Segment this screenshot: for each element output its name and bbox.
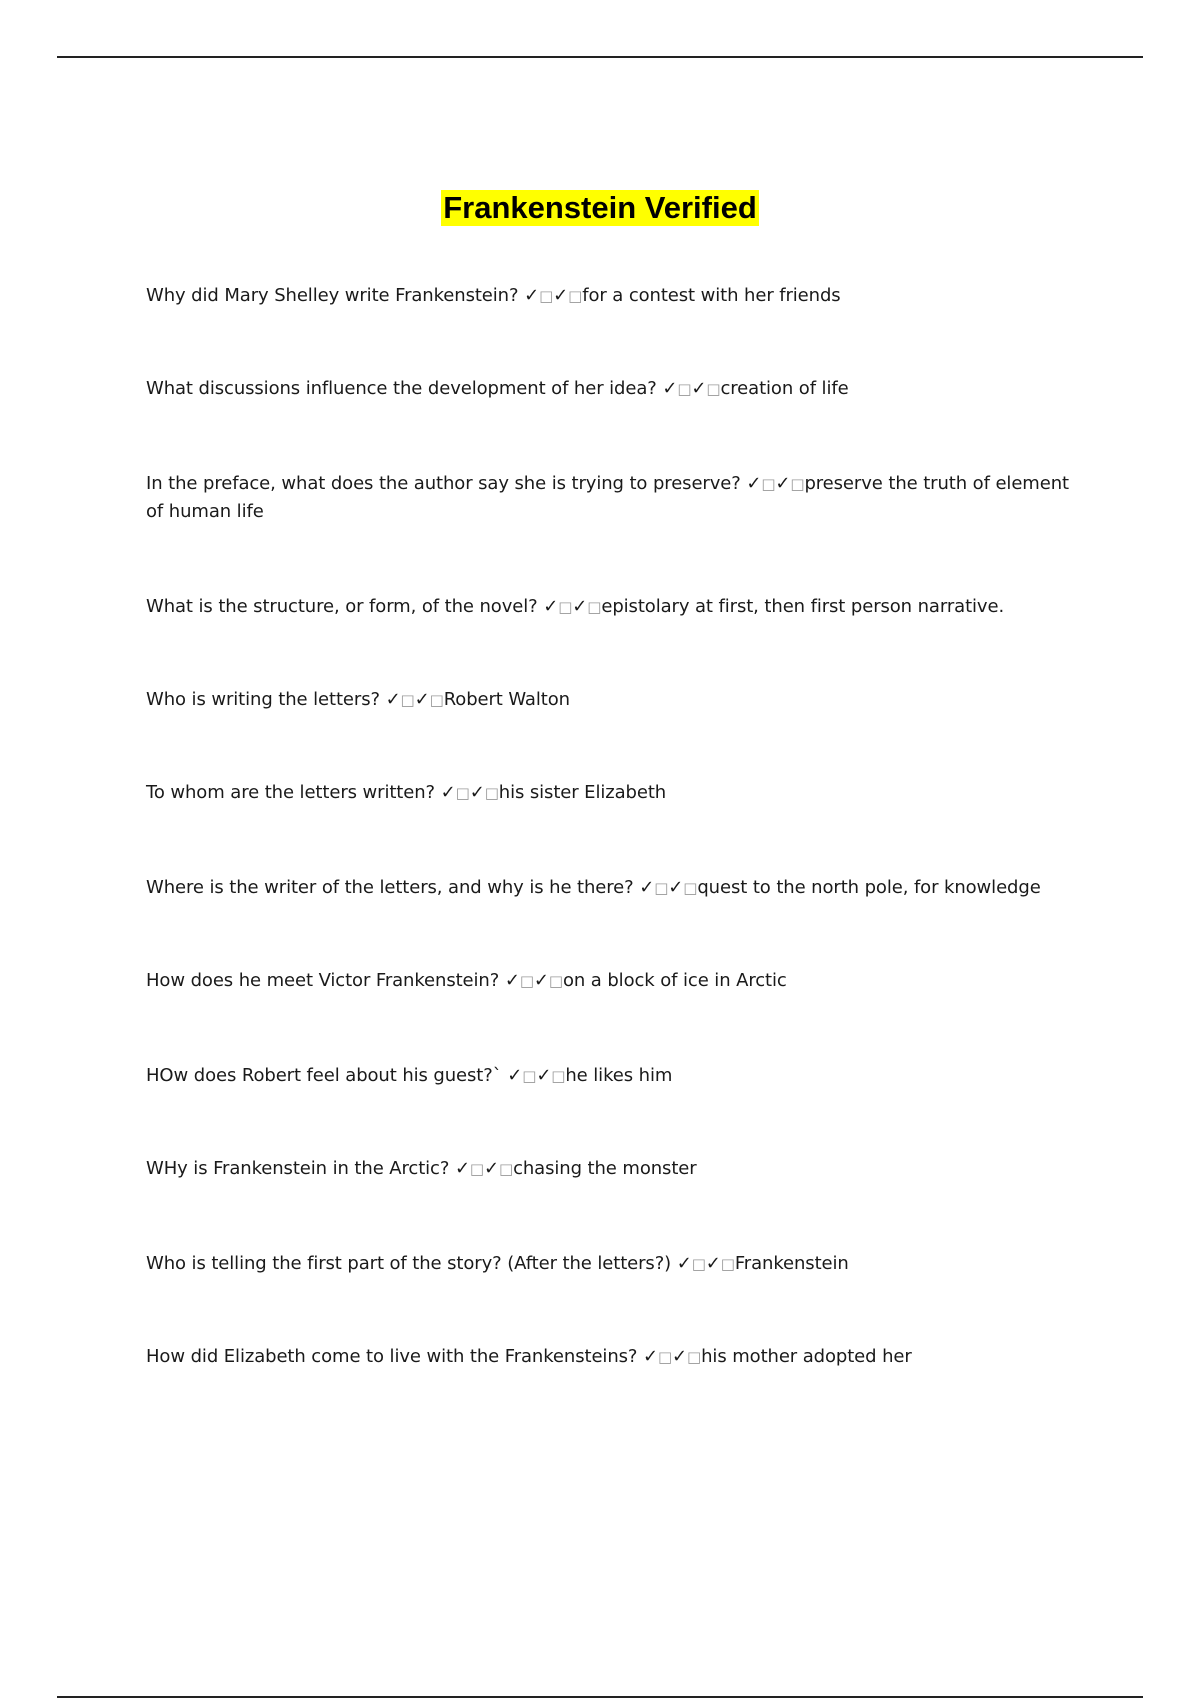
question-text: Who is telling the first part of the story? (After the letters?)	[146, 1253, 672, 1274]
check-icon: ✓	[454, 1158, 470, 1179]
qa-item	[146, 1062, 1086, 1090]
question-text: What discussions influence the development of her idea?	[146, 378, 657, 399]
box-icon: □	[551, 1067, 566, 1085]
qa-item	[146, 686, 1086, 714]
box-icon: □	[539, 287, 554, 305]
question-text: Why did Mary Shelley write Frankenstein?	[146, 285, 519, 306]
question-text: What is the structure, or form, of the novel?	[146, 596, 538, 617]
qa-item	[146, 1250, 1086, 1278]
box-icon: □	[683, 879, 698, 897]
question-text: How did Elizabeth come to live with the Frankensteins?	[146, 1346, 638, 1367]
answer-text: for a contest with her friends	[582, 285, 841, 306]
check-icon: ✓	[414, 689, 430, 710]
box-icon: □	[484, 784, 499, 802]
bottom-rule	[57, 1696, 1143, 1698]
box-icon: □	[498, 1160, 514, 1178]
box-icon: □	[548, 972, 563, 990]
question-text: WHy is Frankenstein in the Arctic?	[146, 1158, 450, 1179]
answer-text: creation of life	[720, 378, 849, 399]
answer-text: Robert Walton	[443, 689, 570, 710]
box-icon: □	[522, 1067, 537, 1085]
check-icon: ✓	[775, 473, 791, 494]
check-icon: ✓	[668, 877, 684, 898]
check-icon: ✓	[676, 1253, 692, 1274]
check-icon: ✓	[662, 378, 678, 399]
check-icon: ✓	[536, 1065, 552, 1086]
question-text: To whom are the letters written?	[146, 782, 436, 803]
box-icon: □	[519, 972, 534, 990]
check-icon: ✓	[524, 285, 540, 306]
answer-text: chasing the monster	[513, 1158, 697, 1179]
title-wrap	[0, 190, 1200, 226]
answer-text: he likes him	[565, 1065, 673, 1086]
box-icon: □	[761, 475, 776, 493]
check-icon: ✓	[469, 782, 485, 803]
qa-item	[146, 874, 1086, 902]
box-icon: □	[469, 1160, 484, 1178]
question-text: HOw does Robert feel about his guest?`	[146, 1065, 502, 1086]
check-icon: ✓	[533, 970, 549, 991]
box-icon: □	[455, 784, 470, 802]
check-icon: ✓	[691, 378, 707, 399]
answer-text: Frankenstein	[734, 1253, 849, 1274]
check-icon: ✓	[746, 473, 762, 494]
answer-text: quest to the north pole, for knowledge	[697, 877, 1041, 898]
box-icon: □	[587, 598, 602, 616]
box-icon: □	[790, 475, 805, 493]
answer-text: his sister Elizabeth	[498, 782, 667, 803]
qa-item	[146, 779, 1086, 807]
check-icon: ✓	[484, 1158, 499, 1179]
box-icon: □	[691, 1255, 706, 1273]
check-icon: ✓	[507, 1065, 523, 1086]
question-text: How does he meet Victor Frankenstein?	[146, 970, 500, 991]
qa-item	[146, 593, 1086, 621]
check-icon: ✓	[572, 596, 588, 617]
qa-item	[146, 1155, 1086, 1183]
answer-text: his mother adopted her	[701, 1346, 912, 1367]
check-icon: ✓	[642, 1346, 658, 1367]
answer-text: epistolary at first, then first person narrative.	[601, 596, 1005, 617]
box-icon: □	[568, 287, 583, 305]
qa-item	[146, 1343, 1086, 1371]
qa-item	[146, 282, 1086, 310]
qa-item	[146, 375, 1086, 403]
answer-text: on a block of ice in Arctic	[562, 970, 787, 991]
box-icon: □	[720, 1255, 735, 1273]
top-rule	[57, 56, 1143, 58]
check-icon: ✓	[639, 877, 655, 898]
box-icon: □	[657, 1348, 673, 1366]
qa-item	[146, 470, 1086, 526]
check-icon: ✓	[705, 1253, 721, 1274]
check-icon: ✓	[440, 782, 456, 803]
answer-text: preserve the truth of element of human life	[146, 473, 1069, 522]
check-icon: ✓	[672, 1346, 688, 1367]
check-icon: ✓	[553, 285, 569, 306]
box-icon: □	[706, 380, 721, 398]
box-icon: □	[654, 879, 669, 897]
question-text: In the preface, what does the author say she is trying to preserve?	[146, 473, 741, 494]
question-text: Where is the writer of the letters, and why is he there?	[146, 877, 634, 898]
check-icon: ✓	[504, 970, 520, 991]
check-icon: ✓	[543, 596, 559, 617]
question-text: Who is writing the letters?	[146, 689, 380, 710]
box-icon: □	[429, 691, 444, 709]
qa-item	[146, 967, 1086, 995]
box-icon: □	[677, 380, 692, 398]
box-icon: □	[400, 691, 415, 709]
box-icon: □	[687, 1348, 702, 1366]
box-icon: □	[558, 598, 573, 616]
document-title: Frankenstein Verified	[443, 190, 757, 225]
check-icon: ✓	[385, 689, 401, 710]
